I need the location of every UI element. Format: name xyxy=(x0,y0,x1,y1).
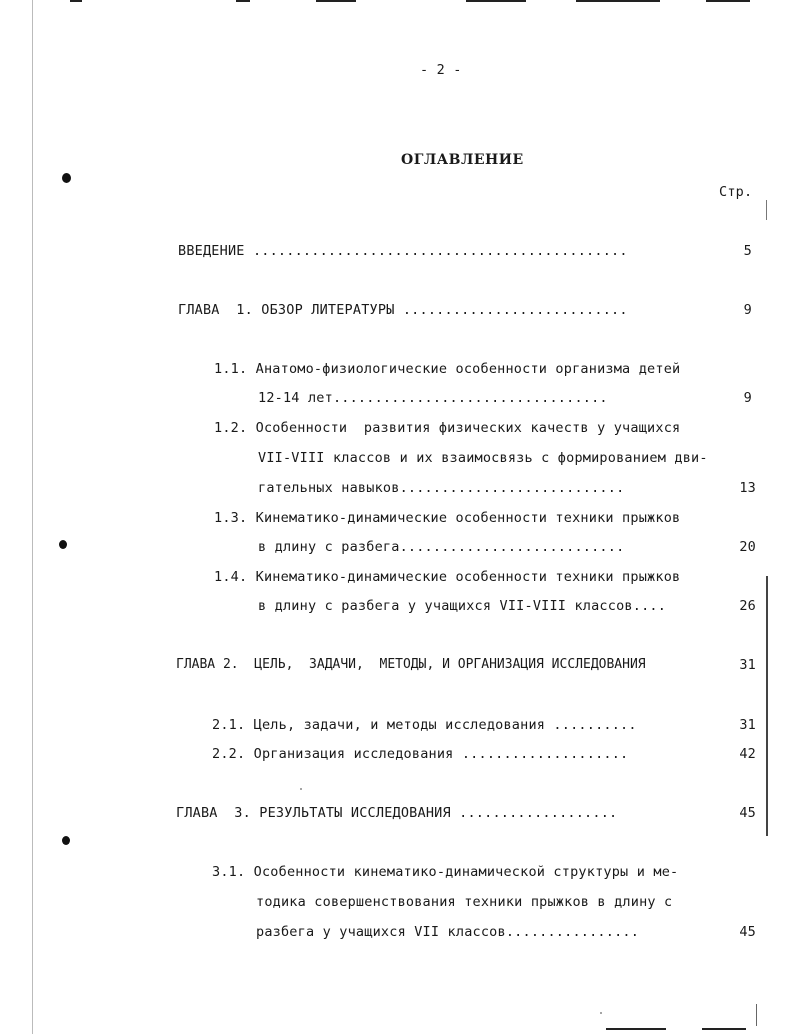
toc-entry-text: 12-14 лет................................. xyxy=(258,390,608,406)
punch-hole-mark xyxy=(62,173,71,183)
toc-entry-text: 1.4. Кинематико-динамические особенности техники прыжков xyxy=(214,569,681,585)
scan-mark xyxy=(606,1028,666,1030)
toc-entry-text: 1.1. Анатомо-физиологические особенности организма детей xyxy=(214,361,681,377)
toc-entry-text: 1.3. Кинематико-динамические особенности техники прыжков xyxy=(214,510,681,526)
toc-entry-text: ГЛАВА 2. ЦЕЛЬ, ЗАДАЧИ, МЕТОДЫ, И ОРГАНИЗАЦИЯ ИССЛЕДОВАНИЯ xyxy=(176,657,646,672)
toc-entry-page: 9 xyxy=(743,302,752,318)
toc-entry-page: 31 xyxy=(739,717,756,733)
toc-entry-text: в длину с разбега у учащихся VII-VIII классов.... xyxy=(258,598,667,614)
scan-mark xyxy=(70,0,82,2)
scan-speck xyxy=(300,788,302,790)
toc-entry-text: в длину с разбега........................... xyxy=(258,539,625,555)
toc-entry-page: 9 xyxy=(743,390,752,406)
document-title: ОГЛАВЛЕНИЕ xyxy=(401,152,524,168)
scan-edge-line xyxy=(766,576,768,836)
toc-entry-page: 42 xyxy=(739,746,756,762)
scan-speck xyxy=(600,1012,602,1014)
punch-hole-mark xyxy=(62,836,70,845)
page-number: - 2 - xyxy=(420,62,462,78)
scan-mark xyxy=(466,0,526,2)
toc-entry-page: 20 xyxy=(739,539,756,555)
toc-entry-page: 45 xyxy=(739,805,756,821)
toc-entry-text: ГЛАВА 1. ОБЗОР ЛИТЕРАТУРЫ ........................... xyxy=(178,302,628,318)
toc-entry-text: ГЛАВА 3. РЕЗУЛЬТАТЫ ИССЛЕДОВАНИЯ ................... xyxy=(176,805,618,821)
toc-entry-text: 3.1. Особенности кинематико-динамической структуры и ме- xyxy=(212,864,679,880)
toc-entry-text: 1.2. Особенности развития физических качеств у учащихся xyxy=(214,420,681,436)
scan-mark xyxy=(702,1028,746,1030)
toc-entry-page: 31 xyxy=(739,657,756,673)
scan-edge-line xyxy=(766,200,767,220)
toc-entry-text: 2.2. Организация исследования .................... xyxy=(212,746,629,762)
scan-mark xyxy=(706,0,750,2)
toc-entry-page: 26 xyxy=(739,598,756,614)
toc-entry-text: разбега у учащихся VII классов................ xyxy=(256,924,640,940)
punch-hole-mark xyxy=(59,540,67,549)
scan-mark xyxy=(236,0,250,2)
toc-entry-text: VII-VIII классов и их взаимосвязь с формированием дви- xyxy=(258,450,708,466)
toc-entry-page: 13 xyxy=(739,480,756,496)
scan-edge-line xyxy=(32,0,33,1034)
scan-edge-line xyxy=(756,1004,757,1026)
toc-entry-text: тодика совершенствования техники прыжков в длину с xyxy=(256,894,673,910)
toc-entry-text: ВВЕДЕНИЕ ............................................. xyxy=(178,243,628,259)
toc-entry-page: 45 xyxy=(739,924,756,940)
toc-entry-text: 2.1. Цель, задачи, и методы исследования .......... xyxy=(212,717,637,733)
toc-entry-page: 5 xyxy=(743,243,752,259)
page-column-label: Стр. xyxy=(719,184,753,200)
toc-entry-text: гательных навыков........................... xyxy=(258,480,625,496)
scan-mark xyxy=(576,0,660,2)
scan-mark xyxy=(316,0,356,2)
